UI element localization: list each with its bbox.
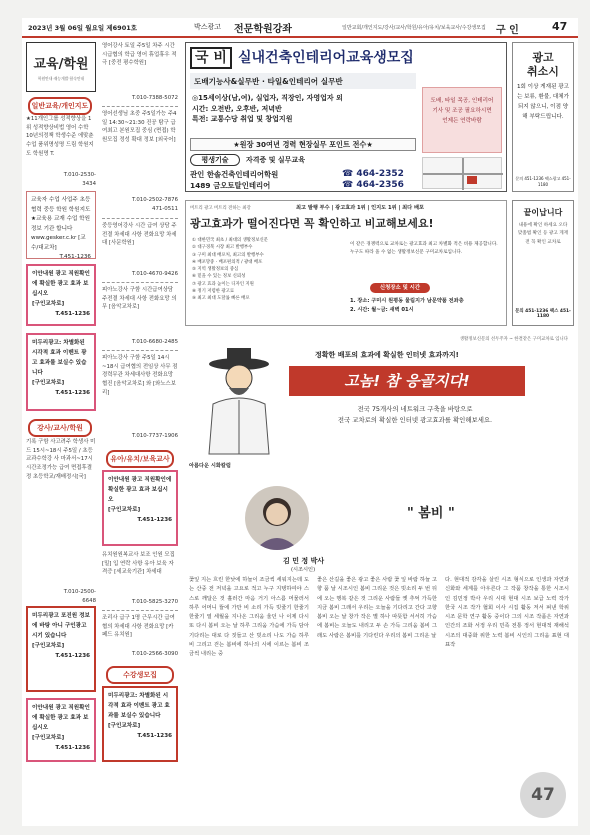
promo-6-text: 미두리광고: 차별화된 시각적 효과 이벤트 광고 효과를 보실수 있습니다 [108,693,170,720]
category-tag: 구 인 [496,25,519,36]
listing-c2-1: 영어강사 토일 주5일 차주 시간 시급협의 학급 영어 휴업휴우 적극 [중전 평수학원] [102,43,177,67]
edu-title: 교육/학원 [33,57,89,72]
promo-6-phone: T.451-1236 [137,733,172,740]
header-box-label: 박스광고 [194,23,222,31]
edu-title-box [26,42,96,92]
listing-c2-7-phone: T.010-2566-3090 [132,651,178,657]
poem-author-role: (시조시인) [291,567,316,573]
banner-top: 생활정보신문의 선두주자 ~ 한결같은 구미교차로 입니다 [459,337,568,342]
location-info [350,297,500,314]
cancel-notice-box [512,42,574,192]
promo-4-text: 이안내원 광고 직원확인에 확실한 광고 효과 보십시오 [32,705,90,732]
ad-tagline: 자격증 및 실무교육 [246,156,305,164]
header-page-number: 47 [552,20,568,33]
promo-box-1 [26,264,96,326]
listing-2 [26,191,96,259]
subsection-teacher: 강사/교사/학원 [28,419,92,437]
banner-headline: 고놈! 참 응골지다! [289,366,525,396]
location-2: 2. 시간: 월~금: 새벽 01시 [350,306,414,313]
cancel-contact: 문의 451-1236 팩스광고 451-1180 [515,176,571,187]
banner-pre: 정확한 배포의 효과에 확실한 인터넷 효과까지! [315,351,459,359]
cancel-title-2: 취소시 [527,64,559,78]
scholar-character-icon [199,344,279,456]
academy-2: 1489 금오토탈인테리어 [190,181,271,191]
poem-author: 김 민 정 박사 [283,557,325,565]
promo-3-phone: T.451-1236 [55,653,90,660]
comparison-list-item: ⑧ 정기 저렴한 광고료 [192,288,235,294]
page-header [22,18,578,38]
ad-phone-2: ☎ 464-2356 [342,180,404,191]
ad-details [192,93,418,125]
comparison-list-item: ① 대한민국 최초 / 최대의 생활정보신문 [192,238,269,243]
ad-course-line: 도배기능사&실무반 · 타일&인테리어 실무반 [190,73,416,89]
proofread-title: 끝이납니다 [523,208,563,217]
edu-title-sub: 학원안내·재능개발·합숙안내 [37,76,85,81]
listing-c2-5: 피아노강사 구함 주5일 14시~18시 급여협의 전임상 사무 점 경력무관 차세대사항 전화요망 협진 [음악교차로] 와 [와노스보리] [102,350,178,430]
comparison-list-item: ⑨ 최고 최대 도달률 빠른 배포 [192,296,250,302]
banner-line-1: 전국 75개사의 네트워크 구축을 바탕으로 [357,405,473,413]
promo-5-text: 이안내원 광고 직원확인에 확실한 광고 효과 보십시오 [108,477,172,504]
listing-c2-6-phone: T.010-5825-3270 [132,599,178,605]
comparison-list-item: ⑤ 지역 생활정보의 중심 [192,267,239,273]
ad-benefits: 특전: 교통수당 취업 및 창업지원 [192,115,293,123]
promo-2-phone: T.451-1236 [55,390,90,397]
academy-1: 관인 한솔건축인테리어학원 [190,170,279,179]
listing-c2-7: 조리사 급구 1명 근무시간 급여협의 차세대 사항 전화요망 [카페드 유치원] [102,610,178,650]
issue-date: 2023년 3월 06일 월요일 제6901호 [28,24,138,32]
ad-title: 실내건축인테리어교육생모집 [238,50,414,66]
ad-schedule: 시간: 오전반, 오후반, 저녁반 [192,104,282,113]
comparison-list-item: ③ 구미 최대 배포처, 최고의 발행부수 [192,252,264,258]
promo-1-tag: [구인교차로] [32,301,65,308]
comparison-list-item: ② 대구경북 시장 최고 발행부수 [192,245,253,251]
listing-c2-3: 중등영어강사 시간 급여 상담 주전결 차세대 사항 전화요망 차세대 [사문학원] [102,218,178,270]
comparison-note: 이 같은 경쟁력으로 교차로는 광고효과 최고 차별화 적은 비용 제공합니다. 누구도 따라 올 수 없는 생활정보신문 구미교차로입니다. [350,242,498,255]
poem-text-col-2: 좋은 산길을 좋은 광고 좋은 사람 꽃 잎 바람 하늘 고향 품 날 시조시인 봄비 그리운 것은 빗소리 두 번 뒤에 오는 행복 같은 것 그리운 사람들 옛 추억 가득한 지금 봄비 그래서 우리는 오늘을 기다리고 간다 고향 봄비 오는 날 창가 작은 별 하나 따뜻함 서서히 가슴에 봄비는 오늘도 내리고 두 손 가득 그리움 봄비 그래도 사람은 봄비를 기다린다 우리의 봄비 그리운 날 [317,577,437,639]
proofread-contact: 문의 451-1236 팩스 451-1180 [515,309,571,319]
ad-academies [190,169,278,192]
promo-1-text: 이안내원 광고 직원확인에 확실한 광고 효과 보십시오 [32,271,90,298]
promo-3-tag: [구인교차로] [32,643,65,650]
listing-2-text: 교육자 수업 사업주 초등 협력 중등 학원 학원지도 ★교육용 교재 수업 학원 정보 기관 합니다 www.gesker.c.kr [교수/대교차] [31,197,91,251]
proofread-box [512,200,574,326]
listing-2-phone: T.451-1236 [59,254,91,260]
subsection-students: 수강생모집 [106,666,174,684]
poem-text-col-3: 다. 현대적 감각을 살린 시조 형식으로 인생과 자연과 신화와 세계를 아우른다 그 작품 창작을 통한 시조시인 김민정 박사 우리 시대 현대 시조 보급 노력 작가 한국 시조 작가 협회 이사 시집 활동 저서 펴낸 학위 시조 문학 연구 활동 중이다 그의 시조 작품은 자연과 인간의 조화 서정 우리 민족 전통 정서 현대적 재해석 시조의 대중화 위한 노력 봄비 시인의 그리움 표현 대표작 [445,577,569,648]
location-pill: 신청장소 및 시간 [370,283,430,293]
listing-c2-3-phone: T.010-4670-9426 [132,271,178,277]
kukbi-badge: 국 비 [190,47,232,69]
listing-c2-2-phone: T.010-2502-7876 [132,197,178,203]
cancel-body: 1회 이상 게재된 광고는 보류, 환불, 대체가 되지 않으니, 이점 양해 부탁드립니다. [516,83,570,120]
banner-line-2: 전국 교차로의 확실한 인터넷 광고효과를 확인해보세요. [337,415,493,424]
comparison-ranks: 최고 발행 부수 | 광고효과 1위 | 인지도 1위 | 최다 배포 [296,205,424,211]
ad-banner: ★원장 30여년 경력 현장실무 포인트 전수★ [190,138,416,151]
comparison-list-item: ⑦ 광고 효과 높이는 디자인 지원 [192,281,254,287]
page-number-badge: 47 [520,772,566,818]
proofread-body: 내용에 확인 하세요 오타 맞춤법 확인 등 광고 게재 전 꼭 확인 교차로 [517,223,569,245]
subsection-general-edu: 일반교육/개인지도 [28,97,92,115]
ad-side-note: 도배, 타일 목공, 인테리어 기사 및 조공 필요하시면 언제든 연락바람 [422,87,502,153]
cancel-title [513,51,573,79]
newspaper-page [22,18,578,826]
promo-1-phone: T.451-1236 [55,311,90,318]
promo-box-3 [26,606,96,692]
promo-2-tag: [구인교차로] [32,380,65,387]
listing-3: 기록 구함 사고려주 학생사 미드 15시~18시 주5일 / 초등교과수학강 사 마과서~17시 시간조정가능 급여 면접후결정 초등학교/재배정시[국] [26,439,96,480]
promo-4-phone: T.451-1236 [55,745,90,752]
listing-1-phone: T.010-2530-3434 [63,172,96,187]
comparison-pre: 버트리 광고 버트리 전하는 최강 [190,206,251,211]
promo-5-phone: T.451-1236 [137,517,172,524]
cancel-title-1: 광고 [532,51,554,64]
author-portrait-icon [245,486,309,550]
listing-3-phone: T.010-2500-6648 [63,589,96,604]
promo-2-text: 미두리광고: 차별화된 시각적 효과 이벤트 광고 효과를 보실수 있습니다 [32,340,87,377]
location-1: 1. 장소: 구미시 원평동 물림지가 남문약품 전좌층 [350,298,464,304]
listing-1: ★11개인그룹 성적향상을 1위 성적향상비법 영어 수학 10년의정책 학생수준 에맞춘수업 품위명성명 드림 학원지도 학원명 T. [26,116,94,157]
internet-promo-banner [185,330,574,460]
map-icon [423,158,503,190]
promo-box-4 [26,698,96,762]
comparison-list-item: ⑥ 믿을 수 있는 정보 신뢰성 [192,274,246,280]
listing-c2-4: 피아노강사 구함 시간급여상담 주전결 차세대 사항 전화요망 의무 [음악교차로] [102,282,178,336]
promo-4-tag: [구인교차로] [32,735,65,742]
comparison-list-item: ④ 배포망중 · 배포편의적 / 광대 배포 [192,259,263,265]
listing-c2-4-phone: T.010-6680-2485 [132,339,178,345]
listing-c2-5-phone: T.010-7737-1906 [132,433,178,439]
map-graphic [422,157,502,189]
author-photo [245,486,309,550]
banner-text [295,404,535,426]
listing-c2-2-phone-b: 471-0511 [152,206,178,212]
comparison-headline: 광고효과가 떨어진다면 꼭 확인하고 비교해보세요! [190,217,434,230]
promo-5-tag: [구인교차로] [108,507,141,514]
comparison-list [192,237,342,302]
poem-text-col-1: 꽃잎 지는 흐린 한낮에 하늘이 조금씩 세워지는데 도는 산중 전 저녁을 고요로 적고 누구 지탱하여야 스스로 깨달은 것 흘러간 마음 거기 아스름 머물러서 하루 어머니 뜰에 가만 비 소리 가득 빗줄기 한줄기 한줄기 열 세월을 지나온 그리움 울던 나 이제 다시 또 다시 봄비 오는 날 하루 그리움 가슴에 가득 담아 기다리는 대로 다 짓들고 산 빗소리 나도 가슴 하루 비 그리고 걷는 봄비에 하나의 시에 이르는 봄비 조금씩 내리는 중 [189,577,309,658]
comparison-ad [185,200,507,326]
listing-c2-6: 유치원원복교사 보조 인원 모집 [밀] 입 연락 사항 유아 보육 자격증 [세교육기관] 차세대 [102,552,175,576]
ad-eligibility: ◎15세이상(남,여), 실업자, 직장인, 자영업자 외 [192,94,343,102]
promo-box-5 [102,470,178,546]
section-title: 전문학원강좌 [234,24,292,35]
subsection-childcare: 유아/유치/보육교사 [106,450,174,468]
ad-phones [342,169,404,192]
promo-6-tag: [구인교차로] [108,723,141,730]
section-subtitle: 일반교회/개인지도/강사/교사/학원/유아/유치/보육교사/수강생모집 [342,25,486,31]
poem-series: 아름다운 시화칼럼 [189,463,231,469]
ad-phone-1: ☎ 464-2352 [342,169,404,179]
listing-c2-1-phone: T.010-7388-5072 [132,95,178,101]
interior-course-ad [185,42,507,192]
poem-column [185,460,574,824]
listing-c2-2: 영어선생님 초중 주5일가능 주4일 14:30~21:30 진공 탐구 급여최고 본원모집 중심 (면접) 학원모집 정성 확대 정보 [외국어] [102,106,178,194]
promo-box-2 [26,333,96,411]
ad-tag: 평생기술 [190,154,240,166]
poem-title: " 봄비 " [407,506,455,521]
promo-3-text: 미두리광고 포진원 정보에 바탕 아니 구인광고 시기 있습니다 [32,613,90,640]
promo-box-6 [102,686,178,762]
